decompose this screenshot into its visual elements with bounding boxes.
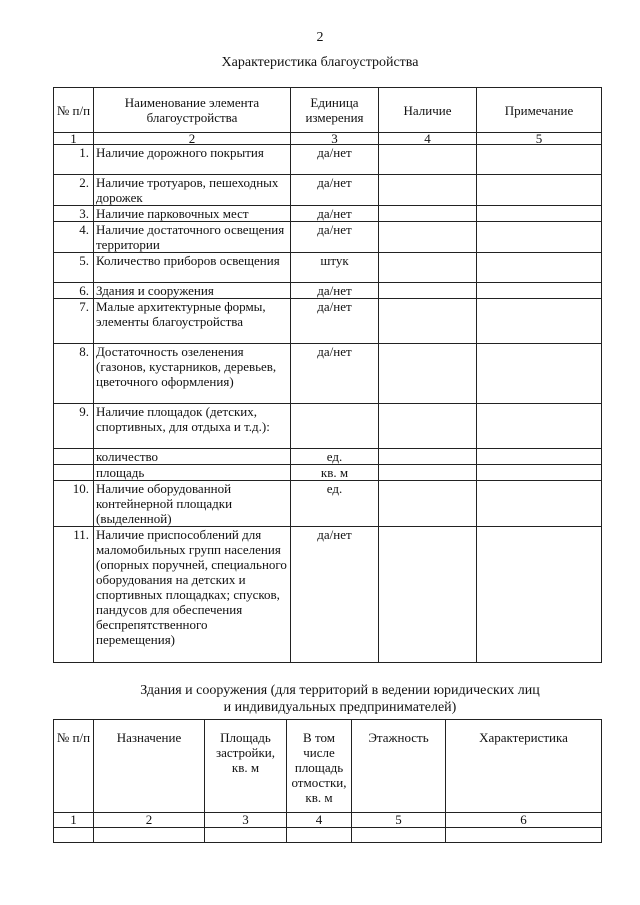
row-number: 2. xyxy=(54,175,94,206)
column-number: 5 xyxy=(352,813,446,828)
table-row xyxy=(54,828,602,843)
column-number: 6 xyxy=(446,813,602,828)
section-title-line: и индивидуальных предпринимателей) xyxy=(223,700,457,715)
row-number: 5. xyxy=(54,253,94,283)
column-number-row xyxy=(54,133,602,145)
header-name: Наименование элемента благоустройства xyxy=(94,88,291,133)
row-note xyxy=(477,206,602,222)
row-presence xyxy=(379,527,477,663)
header-characteristic: Характеристика xyxy=(446,720,602,813)
row-presence xyxy=(379,145,477,175)
row-unit: да/нет xyxy=(291,175,379,206)
row-presence xyxy=(379,175,477,206)
section-title-improvement: Характеристика благоустройства xyxy=(221,55,419,70)
row-note xyxy=(477,481,602,527)
row-unit: да/нет xyxy=(291,206,379,222)
row-number: 1. xyxy=(54,145,94,175)
header-presence: Наличие xyxy=(379,88,477,133)
row-presence xyxy=(379,344,477,404)
table-row xyxy=(54,404,602,449)
header-floors: Этажность xyxy=(352,720,446,813)
row-number xyxy=(54,449,94,465)
row-name: Наличие оборудованной контейнерной площадки (выделенной) xyxy=(94,481,291,527)
row-unit: ед. xyxy=(291,481,379,527)
row-presence xyxy=(379,449,477,465)
table-header-row xyxy=(54,720,602,813)
header-purpose: Назначение xyxy=(94,720,205,813)
header-number: № п/п xyxy=(54,88,94,133)
row-number: 8. xyxy=(54,344,94,404)
row-name: Количество приборов освещения xyxy=(94,253,291,283)
row-note xyxy=(477,145,602,175)
header-blind-area: В том числе площадь отмостки, кв. м xyxy=(287,720,352,813)
row-number: 9. xyxy=(54,404,94,449)
column-number: 3 xyxy=(291,133,379,145)
row-unit: да/нет xyxy=(291,527,379,663)
row-unit: ед. xyxy=(291,449,379,465)
row-note xyxy=(477,253,602,283)
row-unit: да/нет xyxy=(291,145,379,175)
cell xyxy=(287,828,352,843)
column-number: 3 xyxy=(205,813,287,828)
row-name: количество xyxy=(94,449,291,465)
table-row xyxy=(54,175,602,206)
row-number: 4. xyxy=(54,222,94,253)
row-name: Наличие парковочных мест xyxy=(94,206,291,222)
row-note xyxy=(477,299,602,344)
page-number: 2 xyxy=(316,30,324,45)
row-note xyxy=(477,283,602,299)
row-note xyxy=(477,344,602,404)
row-note xyxy=(477,449,602,465)
row-number: 3. xyxy=(54,206,94,222)
table-row xyxy=(54,449,602,465)
table-row xyxy=(54,465,602,481)
row-number: 10. xyxy=(54,481,94,527)
table-row xyxy=(54,253,602,283)
row-name: площадь xyxy=(94,465,291,481)
row-number xyxy=(54,465,94,481)
row-presence xyxy=(379,253,477,283)
row-name: Достаточность озеленения (газонов, кустарников, деревьев, цветочного оформления) xyxy=(94,344,291,404)
table-row xyxy=(54,344,602,404)
row-number: 11. xyxy=(54,527,94,663)
table-row xyxy=(54,222,602,253)
improvement-table xyxy=(53,87,602,663)
table-row xyxy=(54,206,602,222)
column-number: 2 xyxy=(94,813,205,828)
section-title-line: Здания и сооружения (для территорий в ведении юридических лиц xyxy=(140,683,540,698)
row-number: 6. xyxy=(54,283,94,299)
row-unit: штук xyxy=(291,253,379,283)
row-presence xyxy=(379,404,477,449)
cell xyxy=(94,828,205,843)
section-title-buildings xyxy=(60,682,620,716)
column-number: 1 xyxy=(54,813,94,828)
row-presence xyxy=(379,283,477,299)
column-number: 4 xyxy=(287,813,352,828)
row-presence xyxy=(379,206,477,222)
row-number: 7. xyxy=(54,299,94,344)
table-row xyxy=(54,527,602,663)
row-note xyxy=(477,175,602,206)
table-header-row xyxy=(54,88,602,133)
table-row xyxy=(54,145,602,175)
header-number: № п/п xyxy=(54,720,94,813)
row-note xyxy=(477,404,602,449)
cell xyxy=(446,828,602,843)
row-presence xyxy=(379,481,477,527)
row-note xyxy=(477,527,602,663)
header-unit: Единица измерения xyxy=(291,88,379,133)
table-row xyxy=(54,481,602,527)
row-presence xyxy=(379,465,477,481)
row-unit: да/нет xyxy=(291,344,379,404)
row-name: Наличие достаточного освещения территории xyxy=(94,222,291,253)
cell xyxy=(352,828,446,843)
row-name: Наличие дорожного покрытия xyxy=(94,145,291,175)
column-number: 5 xyxy=(477,133,602,145)
row-unit: да/нет xyxy=(291,283,379,299)
row-name: Малые архитектурные формы, элементы благоустройства xyxy=(94,299,291,344)
row-unit: да/нет xyxy=(291,299,379,344)
column-number: 1 xyxy=(54,133,94,145)
column-number-row xyxy=(54,813,602,828)
header-building-area: Площадь застройки, кв. м xyxy=(205,720,287,813)
row-unit: кв. м xyxy=(291,465,379,481)
row-presence xyxy=(379,299,477,344)
buildings-table xyxy=(53,719,602,843)
column-number: 4 xyxy=(379,133,477,145)
row-note xyxy=(477,222,602,253)
row-name: Наличие приспособлений для маломобильных групп населения (опорных поручней, специального оборудования на детских и спортивных площадках; спусков, пандусов для обеспечения беспрепятственного перемещения) xyxy=(94,527,291,663)
table-row xyxy=(54,299,602,344)
header-note: Примечание xyxy=(477,88,602,133)
row-unit xyxy=(291,404,379,449)
cell xyxy=(205,828,287,843)
cell xyxy=(54,828,94,843)
table-row xyxy=(54,283,602,299)
column-number: 2 xyxy=(94,133,291,145)
row-name: Здания и сооружения xyxy=(94,283,291,299)
row-note xyxy=(477,465,602,481)
row-name: Наличие тротуаров, пешеходных дорожек xyxy=(94,175,291,206)
row-unit: да/нет xyxy=(291,222,379,253)
row-name: Наличие площадок (детских, спортивных, для отдыха и т.д.): xyxy=(94,404,291,449)
row-presence xyxy=(379,222,477,253)
